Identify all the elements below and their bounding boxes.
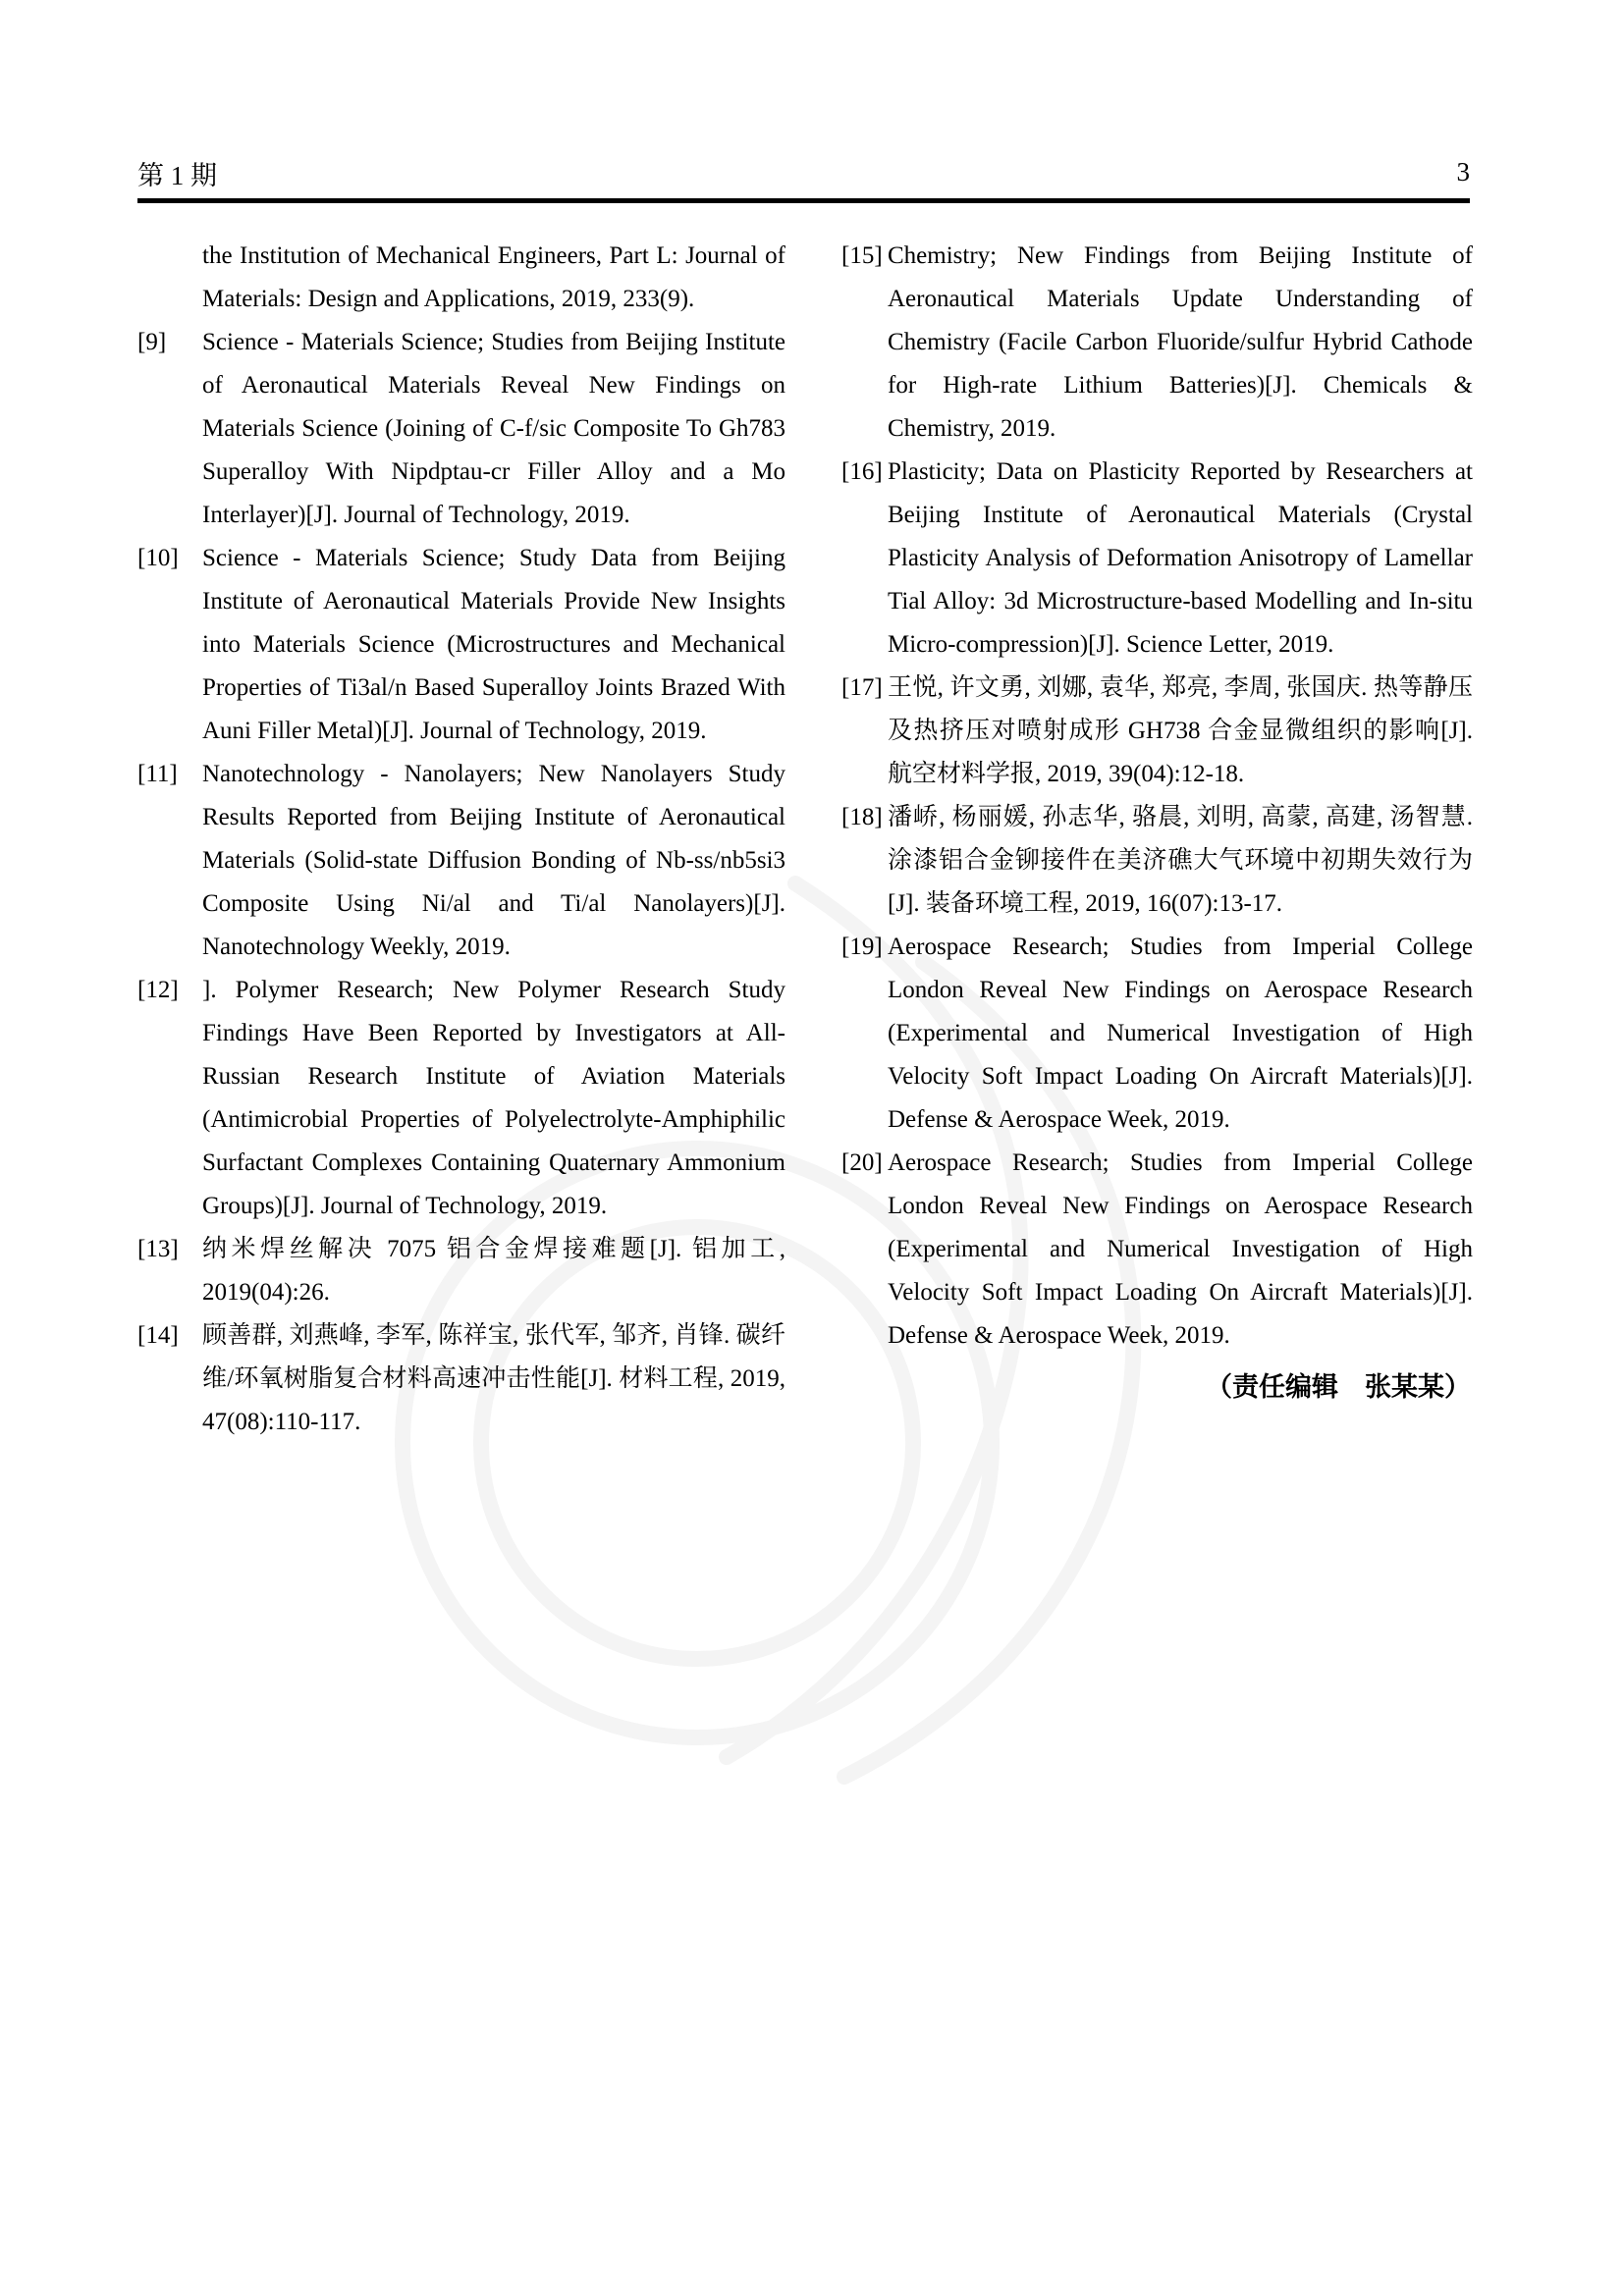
- reference-item: [841, 451, 1473, 667]
- reference-text: Chemistry; New Findings from Beijing Institute of Aeronautical Materials Update Understanding of Chemistry (Facile Carbon Fluoride/sulfur Hybrid Cathode for High-rate Lithium Batteries)[J]. Chemicals & Chemistry, 2019.: [888, 242, 1473, 442]
- reference-item: [137, 537, 785, 753]
- editor-note: （责任编辑 张某某）: [1206, 1372, 1471, 1402]
- reference-number: [19]: [841, 934, 883, 960]
- reference-number: [10]: [137, 545, 179, 571]
- reference-text: Science - Materials Science; Studies from Beijing Institute of Aeronautical Materials Reveal New Findings on Materials Science (Joining of C-f/sic Composite To Gh783 Superalloy With Nipdptau-cr Filler Alloy and a Mo Interlayer)[J]. Journal of Technology, 2019.: [202, 329, 785, 528]
- reference-number: [20]: [841, 1149, 883, 1176]
- reference-text: Plasticity; Data on Plasticity Reported by Researchers at Beijing Institute of Aeronautical Materials (Crystal Plasticity Analysis of Deformation Anisotropy of Lamellar Tial Alloy: 3d Microstructure-based Modelling and In-situ Micro-compression)[J]. Science Letter, 2019.: [888, 458, 1473, 658]
- reference-text: the Institution of Mechanical Engineers, Part L: Journal of Materials: Design and Applications, 2019, 233(9).: [202, 242, 785, 312]
- reference-text: ]. Polymer Research; New Polymer Research Study Findings Have Been Reported by Investigators at All-Russian Research Institute of Aviation Materials (Antimicrobial Properties of Polyelectrolyte-Amphiphilic Surfactant Complexes Containing Quaternary Ammonium Groups)[J]. Journal of Technology, 2019.: [202, 977, 785, 1219]
- reference-text: Aerospace Research; Studies from Imperial College London Reveal New Findings on Aerospace Research (Experimental and Numerical Investigation of High Velocity Soft Impact Loading On Aircraft Materials)[J]. Defense & Aerospace Week, 2019.: [888, 1149, 1473, 1349]
- reference-item: [137, 1314, 785, 1444]
- reference-item: [137, 1228, 785, 1314]
- reference-item: [841, 796, 1473, 926]
- page-number: 3: [1456, 157, 1470, 187]
- reference-text: Nanotechnology - Nanolayers; New Nanolayers Study Results Reported from Beijing Institute of Aeronautical Materials (Solid-state Diffusion Bonding of Nb-ss/nb5si3 Composite Using Ni/al and Ti/al Nanolayers)[J]. Nanotechnology Weekly, 2019.: [202, 761, 785, 960]
- reference-item: [137, 235, 785, 321]
- reference-text: Science - Materials Science; Study Data from Beijing Institute of Aeronautical Materials Provide New Insights into Materials Science (Microstructures and Mechanical Properties of Ti3al/n Based Superalloy Joints Brazed With Auni Filler Metal)[J]. Journal of Technology, 2019.: [202, 545, 785, 744]
- reference-item: [137, 753, 785, 969]
- reference-number: [16]: [841, 458, 883, 485]
- issue-label: 第 1 期: [137, 161, 217, 190]
- reference-number: [17]: [841, 674, 883, 701]
- reference-number: [13]: [137, 1236, 179, 1262]
- reference-number: [14]: [137, 1322, 179, 1349]
- reference-columns: [137, 235, 1473, 1444]
- reference-text: Aerospace Research; Studies from Imperial College London Reveal New Findings on Aerospace Research (Experimental and Numerical Investigation of High Velocity Soft Impact Loading On Aircraft Materials)[J]. Defense & Aerospace Week, 2019.: [888, 934, 1473, 1133]
- reference-number: [15]: [841, 242, 883, 269]
- reference-item: [841, 1142, 1473, 1358]
- references-right-column: [841, 235, 1473, 1444]
- reference-item: [841, 667, 1473, 796]
- header-rule: [137, 198, 1470, 203]
- references-left-column: [137, 235, 785, 1444]
- running-head: [137, 155, 1473, 196]
- reference-text: 纳米焊丝解决 7075 铝合金焊接难题[J]. 铝加工, 2019(04):26.: [202, 1236, 785, 1306]
- reference-text: 王悦, 许文勇, 刘娜, 袁华, 郑亮, 李周, 张国庆. 热等静压及热挤压对喷射成形 GH738 合金显微组织的影响[J]. 航空材料学报, 2019, 39(04):12-18.: [888, 674, 1473, 787]
- reference-number: [11]: [137, 761, 178, 787]
- reference-text: 顾善群, 刘燕峰, 李军, 陈祥宝, 张代军, 邹齐, 肖锋. 碳纤维/环氧树脂复合材料高速冲击性能[J]. 材料工程, 2019, 47(08):110-117.: [202, 1322, 785, 1435]
- reference-item: [137, 321, 785, 537]
- reference-item: [841, 235, 1473, 451]
- reference-number: [9]: [137, 329, 167, 355]
- reference-number: [12]: [137, 977, 179, 1003]
- reference-number: [18]: [841, 804, 883, 830]
- reference-item: [137, 969, 785, 1228]
- reference-text: 潘峤, 杨丽媛, 孙志华, 骆晨, 刘明, 高蒙, 高建, 汤智慧. 涂漆铝合金铆接件在美济礁大气环境中初期失效行为[J]. 装备环境工程, 2019, 16(07):13-17.: [888, 804, 1473, 917]
- reference-item: [841, 926, 1473, 1142]
